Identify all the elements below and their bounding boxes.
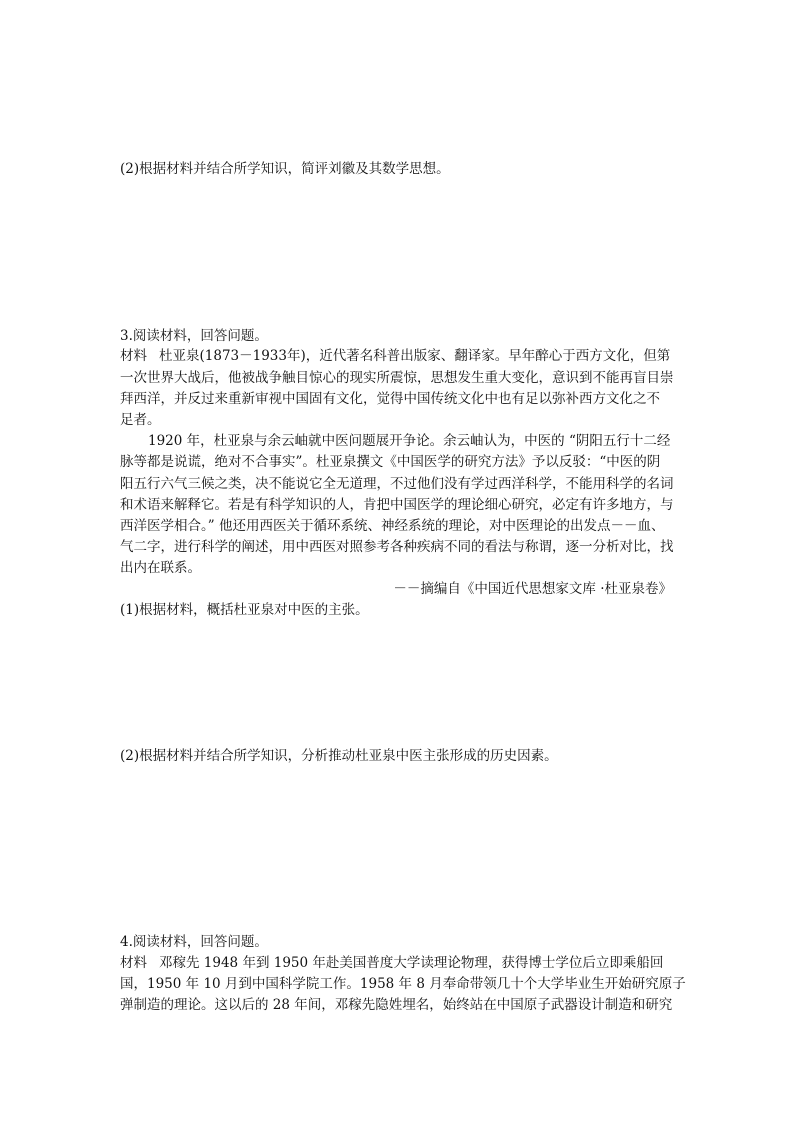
q3-para1-line: 拜西洋，并反过来重新审视中国固有文化，觉得中国传统文化中也有足以弥补西方文化之不 bbox=[120, 391, 660, 407]
q3-para1-line: 足者。 bbox=[120, 412, 161, 428]
q4-line: 邓稼先 1948 年到 1950 年赴美国普度大学读理论物理，获得博士学位后立即乘船回 bbox=[159, 955, 664, 971]
q3-para2-line: 西洋医学相合。” 他还用西医关于循环系统、神经系统的理论，对中医理论的出发点－－血、 bbox=[120, 518, 665, 534]
q4-material-line bbox=[120, 953, 663, 973]
q4-line: 国，1950 年 10 月到中国科学院工作。1958 年 8 月奉命带领几十个大学毕业生开始研究原子 bbox=[120, 976, 686, 992]
q3-material-label: 材料 bbox=[120, 348, 147, 364]
q3-para1-line: 一次世界大战后，他被战争触目惊心的现实所震惊，思想发生重大变化，意识到不能再盲目崇 bbox=[120, 370, 674, 386]
q3-para2-line: 阳五行六气三候之类，决不能说它全无道理，不过他们没有学过西洋科学，不能用科学的名词 bbox=[120, 476, 674, 492]
q4-line: 弹制造的理论。这以后的 28 年间，邓稼先隐姓埋名，始终站在中国原子武器设计制造和研究 bbox=[120, 997, 673, 1013]
q4-heading: 4.阅读材料，回答问题。 bbox=[120, 934, 268, 950]
q3-part1-prompt: (1)根据材料，概括杜亚泉对中医的主张。 bbox=[120, 602, 369, 618]
q3-para2-line: 出内在联系。 bbox=[120, 560, 201, 576]
q4-material-label: 材料 bbox=[120, 955, 147, 971]
q3-source-citation: －－摘编自《中国近代思想家文库 ·杜亚泉卷》 bbox=[393, 581, 672, 597]
q2-part2-prompt: (2)根据材料并结合所学知识，简评刘徽及其数学思想。 bbox=[120, 161, 450, 177]
q3-heading: 3.阅读材料，回答问题。 bbox=[120, 328, 268, 344]
q3-para2-line: 1920 年，杜亚泉与余云岫就中医问题展开争论。余云岫认为，中医的 “阴阳五行十二经 bbox=[148, 433, 671, 449]
q3-para2-line: 气二字，进行科学的阐述，用中西医对照参考各种疾病不同的看法与称谓，逐一分析对比，找 bbox=[120, 539, 674, 555]
q3-para2-line: 和术语来解释它。若是有科学知识的人，肯把中国医学的理论细心研究，必定有许多地方，与 bbox=[120, 497, 674, 513]
q3-para1-line: 杜亚泉(1873－1933年)，近代著名科普出版家、翻译家。早年醉心于西方文化，但第 bbox=[159, 348, 671, 364]
q3-part2-prompt: (2)根据材料并结合所学知识，分析推动杜亚泉中医主张形成的历史因素。 bbox=[120, 748, 558, 764]
q3-para2-line: 脉等都是说谎，绝对不合事实”。杜亚泉撰文《中国医学的研究方法》予以反驳：“中医的阴 bbox=[120, 454, 661, 470]
q3-material-line bbox=[120, 346, 670, 366]
